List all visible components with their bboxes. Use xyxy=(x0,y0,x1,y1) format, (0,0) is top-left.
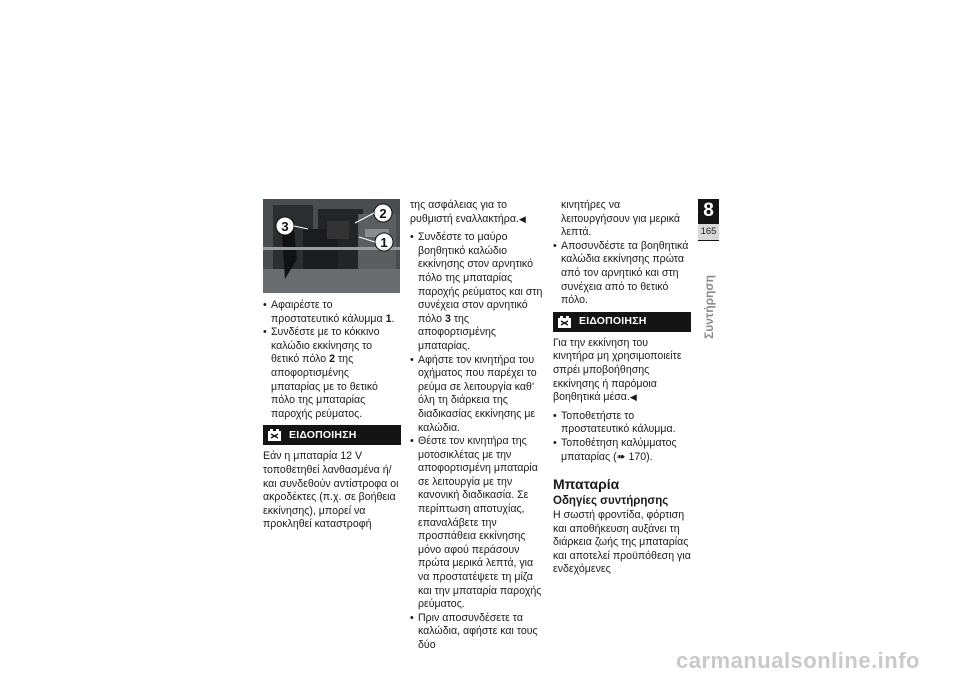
list-item: • Τοποθετήστε το προστατευτικό κάλυμμα. xyxy=(553,410,691,437)
list-item: • Αφήστε τον κινητήρα του οχήματος που παρέχει το ρεύμα σε λειτουργία καθ' όλη τη διάρκεια της διαδικασίας εκκίνησης με καλώδια. xyxy=(410,354,546,436)
chapter-number: 8 xyxy=(703,200,714,221)
list-item: • Αποσυνδέστε τα βοηθητικά καλώδια εκκίνησης πρώτα από τον αρνητικό και στη συνέχεια από το θετικό πόλο. xyxy=(553,240,691,308)
list-item: • Πριν αποσυνδέσετε τα καλώδια, αφήστε και τους δύο xyxy=(410,612,546,653)
warning-battery-icon xyxy=(558,316,571,328)
column-3 xyxy=(553,199,691,577)
list-item: • Συνδέστε με το κόκκινο καλώδιο εκκίνησης το θετικό πόλο 2 της αποφορτισμένης μπαταρίας με το θετικό πόλο της μπαταρίας παροχής ρεύματος. xyxy=(263,326,401,421)
col3-bullets-2 xyxy=(553,410,691,464)
col3-bullets-1 xyxy=(553,240,691,308)
watermark: carmanualsonline.info xyxy=(676,648,920,673)
warning-header xyxy=(263,425,401,445)
callout-1: 1 xyxy=(380,235,388,250)
col2-intro: της ασφάλειας για το ρυθμιστή εναλλακτήρα.◀ xyxy=(410,199,526,225)
battery-photo-illustration xyxy=(263,199,400,293)
sub-title: Οδηγίες συντήρησης xyxy=(553,495,669,508)
list-item: • Αφαιρέστε το προστατευτικό κάλυμμα 1. xyxy=(263,299,401,326)
page-number: 165 xyxy=(698,224,719,240)
warning-text: Εάν η μπαταρία 12 V τοποθετηθεί λανθασμένα ή/και συνδεθούν αντίστροφα οι ακροδέκτες (π.χ. σε βοήθεια εκκίνησης), μπορεί να προκληθεί καταστροφή xyxy=(263,450,399,531)
column-2 xyxy=(410,199,546,653)
end-mark-icon: ◀ xyxy=(518,213,526,224)
warning-title: ΕΙΔΟΠΟΙΗΣΗ xyxy=(289,428,357,441)
section-body: Η σωστή φροντίδα, φόρτιση και αποθήκευση αυξάνει τη διάρκεια ζωής της μπαταρίας και αποτελεί προϋπόθεση για ενδεχόμενες xyxy=(553,509,691,576)
list-item: • Θέστε τον κινητήρα της μοτοσικλέτας με την αποφορτισμένη μπαταρία σε λειτουργία με την κανονική διαδικασία. Σε περίπτωση αποτυχίας, επαναλάβετε την προσπάθεια εκκίνησης μόνο αφού περάσουν πρώτα μερικά λεπτά, για να προστατέψετε τη μίζα και την μπαταρία παροχής ρεύματος. xyxy=(410,435,546,612)
callout-2: 2 xyxy=(379,206,387,221)
warning-title: ΕΙΔΟΠΟΙΗΣΗ xyxy=(579,314,647,327)
chapter-label-vertical xyxy=(701,262,717,352)
col2-bullets xyxy=(410,231,546,652)
column-1 xyxy=(263,199,401,532)
warning-text: Για την εκκίνηση του κινητήρα μη χρησιμοποιείτε σπρέι μποβοήθησης εκκίνησης ή παρόμοια βοηθητικά μέσα.◀ xyxy=(553,336,682,404)
callout-3: 3 xyxy=(281,219,289,234)
page-reference-arrow-icon: ➠ xyxy=(616,450,626,463)
chapter-tab xyxy=(698,199,719,241)
list-item: • Τοποθέτηση καλύμματος μπαταρίας (➠ 170). xyxy=(553,437,691,464)
end-mark-icon: ◀ xyxy=(629,392,637,403)
page-reference-link[interactable]: 170). xyxy=(625,450,653,463)
chapter-label: Συντήρηση xyxy=(702,275,716,339)
warning-header xyxy=(553,312,691,332)
col1-bullets xyxy=(263,299,401,421)
col3-intro: κινητήρες να λειτουργήσουν για μερικά λεπτά. xyxy=(561,199,680,239)
list-item: • Συνδέστε το μαύρο βοηθητικό καλώδιο εκκίνησης στον αρνητικό πόλο της μπαταρίας παροχής ρεύματος και στη συνέχεια στον αρνητικό πόλο 3 της αποφορτισμένης μπαταρίας. xyxy=(410,231,546,353)
section-title: Μπαταρία xyxy=(553,476,620,493)
battery-photo xyxy=(263,199,400,293)
warning-battery-icon xyxy=(268,429,281,441)
